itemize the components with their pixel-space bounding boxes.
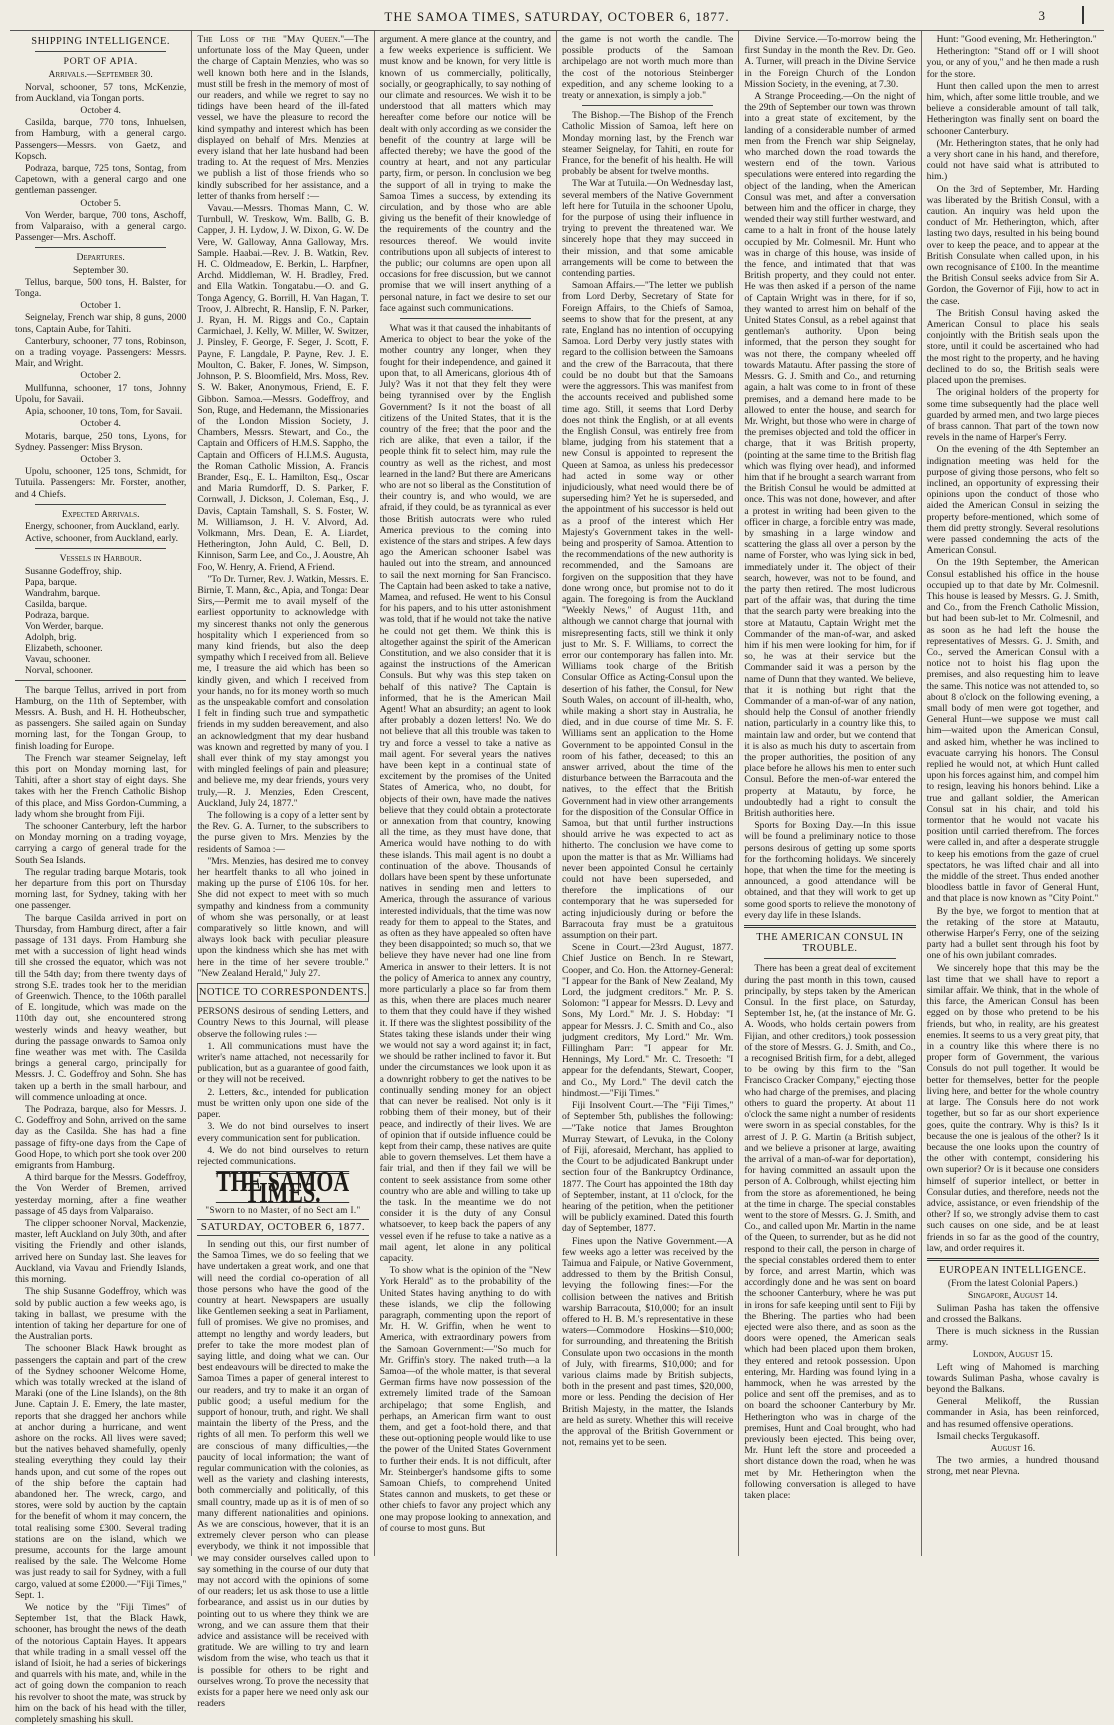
editorial-paragraph: What was it that caused the inhabitants of America to object to bear the yoke of the mother country any longer, when they fought for their independence, and gained it upon that, to all Americans, glorious 4th of July? Was it not that they felt they were being tyrannised over by the English Government? Is it not the boast of all citizens of the United States, that it is the country of the free; that the poor and the rich are alike, that even a tailor, if the people think fit to select him, may rule the country as well as the richest, and most learned in the land? But there are Americans who are not so liberal as the Constitution of their country is, and who would, we are afraid, if they could, be as tyrannical as ever those British autocrats were who ruled America previous to the coming into existence of the stars and stripes. A few days ago the American schooner Isabel was hauled out into the stream, and announced to sail the next morning for San Francisco. The Captain had been asked to take a native, Mamea, and refused. He went to his Consul for his papers, and to his utter astonishment was told, that if he would not take the native he could not get them. We think this is altogether against the spirit of the American Constitution, and we also consider that it is against the instructions of the American Consuls. But why was this step taken on behalf of this native? The Captain is informed, that he is the American Mail Agent! What an absurdity; an agent to look after probably a dozen letters! No. We do not believe that all this trouble was taken to try and force a vessel to take a native as mail agent. For several years the natives have been kept in a continual state of excitement by the promises of the United States of America, who, no doubt, for objects of their own, have made the natives believe that they could obtain a protectorate or annexation from that country, knowing all the time, as they must have done, that America would have nothing to do with these islands. This mail agent is no doubt a continuation of the above. Thousands of dollars have been spent by these unfortunate natives in sending men and letters to America, through the assurance of various interested individuals, that the time was now ready for them to appeal to the States, and as often as they have appealed so often have they been disappointed; so much so, that we believe they have never had one line from America in answer to their letters. It is not the policy of America to annex any country, more particularly a place so far from them as this, when there are places much nearer to them that they could have if they wished it. If there was the slightest possibility of the States taking these islands under their wing we would not say a word against it; in fact, we should be rather inclined to favor it. But under the circumstances we look upon it as a downright robbery to get the natives to be continually sending money for an object that can never be realised. Not only is it robbing them of their money, but of their peace, and indirectly of their lives. We are of opinion that if outside influence could be kept from their camp, these natives are quite able to govern themselves. Let them have a fair trial, and then if they fail we will be content to seek assistance from some other country who are able and willing to take up the task. In the meantime we do not consider it is the duty of any Consul whatsoever, to keep back the papers of any vessel even if he refuse to take a native as a mail agent, let alone in any political capacity. [379, 323, 551, 1264]
divider [15, 680, 186, 681]
article-paragraph: Hetherington: "Stand off or I will shoot you, or any of you," and he then made a rush for the store. [926, 46, 1099, 80]
news-paragraph: Fiji Insolvent Court.—The "Fiji Times," of September 5th, publishes the following:—"Take notice that James Broughton Murray Stewart, of Levuka, in the Colony of Fiji, aforesaid, Merchant, has applied to the Court to be adjudicated Bankrupt under section four of the Bankruptcy Ordinance, 1877. The Court has appointed the 18th day of September, instant, at 11 o'clock, for the hearing of the petition, when the petitioner will be publicly examined. Dated this fourth day of September, 1877. [561, 1100, 734, 1235]
european-source: (From the latest Colonial Papers.) [947, 1278, 1078, 1290]
news-paragraph: The ship Susanne Godeffroy, which was sold by public auction a few weeks ago, is taking in ballast, we presume with the intention of taking her departure for one of the Australian ports. [15, 1286, 187, 1343]
article-paragraph: There has been a great deal of excitement during the past month in this town, caused principally, by steps taken by the American Consul. In the first place, on Saturday, September 1st, he, (at the instance of Mr. G. A. Woods, who holds certain powers from Fijian, and other creditors,) took possession of the store of Messrs. G. J. Smith, and Co., a recognised British firm, for a debt, alleged to be owing by this firm to the "San Francisco Cracker Company," ejecting those who had charge of the premises, and placing others to guard the property. At about 11 o'clock the same night a number of residents were sworn in as special constables, for the arrest of J. P. G. Martin (a British subject, and we believe a prisoner at large, awaiting the arrival of a man-of-war for deportation), for having committed an assault upon the person of A. Colbrough, whilst ejecting him from the store as aforementioned, he being at the time in charge. The special constables went to the store of Messrs. G. J. Smith, and Co., and called upon Mr. Martin in the name of the Queen, to surrender, but as he did not respond to their call, the person in charge of the special constables ordered them to enter by force, and arrest Martin, which was accordingly done and he was sent on board the schooner Canterbury, where he was put in irons for safe keeping until sent to Fiji by the Bhering. The parties who had been ejected were also there, and as soon as the doors were opened, the American seals which had been placed upon them broken, they entered and retook possession. Upon entering, Mr. Harding was found lying in a hammock, when he was arrested by the police and sent off the premises, and as to on board the schooner Canterbury by Mr. Hetherington who was in charge of the premises, Hunt and Coal brought, who had previously been ejected. This being over, Mr. Hunt left the store and proceeded a short distance down the road, when he was met by Mr. Hetherington when the following conversation is alleged to have taken place: [744, 963, 916, 1501]
letter-paragraph: The following is a copy of a letter sent by the Rev. G. A. Turner, to the subscribers to the purse given to Mrs. Menzies by the residents of Samoa :— [197, 810, 369, 855]
departure-date: October 2. [80, 370, 121, 382]
notice-rule: 4. We do not bind ourselves to return rejected communications. [197, 1144, 369, 1167]
notice-rule: 3. We do not bind ourselves to insert every communication sent for publication. [197, 1121, 369, 1144]
departure-entry: Apia, schooner, 10 tons, Tom, for Savaii. [25, 406, 183, 418]
arrival-date: October 4. [80, 105, 121, 117]
news-paragraph: The barque Casilda arrived in port on Thursday, from Hamburg direct, after a fair passage of 131 days. From Hamburg she met with a succession of light head winds till she crossed the equator, which was not till the 54th day; from there twenty days of strong S.E. trades took her to the meridian of Greenwich. Thence, to the 106th parallel of E. longitude, which was made on the 110th day out, she encountered strong westerly winds and heavy weather, but during the passage onwards to Samoa only fine weather was met with. The Casilda brings a general cargo, principally for Messrs. J. C. Godeffroy and Sohn. She has taken up a berth in the small harbour, and will commence unloading at once. [15, 912, 187, 1103]
article-title: The Loss of the "May Queen." [197, 34, 345, 45]
consul-heading: THE AMERICAN CONSUL IN TROUBLE. [756, 932, 904, 955]
editorial-continued: argument. A mere glance at the country, and a few weeks experience is sufficient. We must know and be known, for very little is known of us commercially, politically, socially, or geographically, to say nothing of our climate and resources. We wish it to be understood that all matters which may hereafter come before our notice will be dealt with only according as we consider the benefit of the country at large will be affected thereby; we have the good of the country at heart, and not any particular party, firm, or person. In conclusion we beg the support of all in trying to make the Samoa Times a success, by extending its circulation, and by those who are able giving us the benefit of their knowledge of the requirements of the country and the resources thereof. We would invite contributions upon all subjects of interest to the public; our columns are open upon all occasions for free discussion, but we cannot promise that we will insert anything of a personal nature, in fact we desire to set our face against such communications. [379, 34, 551, 314]
divider [35, 247, 166, 248]
news-paragraph: The War at Tutuila.—On Wednesday last, several members of the Native Government left here for Tutuila in the schooner Upolu, for the purpose of using their influence in trying to prevent the threatened war. We sincerely hope that they may succeed in their mission, and that some amicable arrangements will be come to between the contending parties. [561, 178, 734, 280]
article-paragraph: On the 3rd of September, Mr. Harding was liberated by the British Consul, with a caution. An inquiry was held upon the conduct of Mr. Hetherington, which, after lasting two days, resulted in his being bound over to keep the peace, and to appear at the British Consulate when called upon, in his own recognisance of £100. In the meantime the British Consul seeks advice from Sir A. Gordon, the Governor of Fiji, how to act in the case. [926, 183, 1099, 307]
arrival-date: October 5. [80, 197, 121, 209]
shipping-heading: SHIPPING INTELLIGENCE. [31, 36, 171, 47]
list-item: Wandrahm, barque. [25, 587, 101, 599]
letter-paragraph: "Mrs. Menzies, has desired me to convey her heartfelt thanks to all who joined in making up the purse of £106 10s. for her. She did not expect to meet with so much sympathy and kindness from a community of whom she was personally, or at least comparatively so little known, and will always look back with peculiar pleasure upon the kindness which she has met with here in the time of her severe trouble." "New Zealand Herald," July 27. [197, 855, 369, 979]
article-paragraph: By the bye, we forgot to mention that at the retaking of the store at Matautu, otherwise Harper's Ferry, one of the seizing party had a bullet sent through his foot by one of his own jubilant comrades. [926, 905, 1099, 962]
article-paragraph: Hunt then called upon the men to arrest him, which, after some little trouble, and we believe a considerable amount of tall talk, Hetherington was finally sent on board the schooner Canterbury. [926, 80, 1099, 137]
column-6 [922, 31, 1104, 1556]
list-item: Podraza, barque. [25, 609, 90, 621]
vessels-list [15, 566, 186, 676]
departure-entry: Seignelay, French war ship, 8 guns, 2000 tons, Captain Aube, for Tahiti. [15, 312, 187, 335]
running-header [10, 4, 1104, 31]
loss-article [197, 34, 368, 202]
departures-title: Departures. [76, 252, 125, 264]
column-5 [739, 31, 921, 1556]
column-1 [10, 31, 192, 1725]
news-paragraph: The regular trading barque Motaris, took her departure from this port on Thursday morning last, for Sydney, taking with her one passenger. [15, 866, 187, 912]
editorial-paragraph: To show what is the opinion of the "New York Herald" as to the probability of the United States having anything to do with these islands, we clip the following paragraph, commenting upon the report of Mr. H. W. Griffin, when he went to America, with extraordinary powers from the Samoan Government:—"So much for Mr. Griffin's story. The naked truth—a la Samoa—of the whole matter, is that several German firms have now possession of the extremely limited trade of the Samoan archipelago; that some English, and perhaps, an American firm want to oust them, and get a foot-hold there, and that these out-optioning people would like to use the power of the United States Government to further their ends. It is not difficult, after Mr. Steinberger's handsome gifts to some Samoan Chiefs, to comprehend United States cannon and muskets, to get these or other chiefs to favor any project which any one may propose looking to annexation, and of course to most guns. But [379, 1265, 551, 1534]
news-paragraph: The clipper schooner Norval, Mackenzie, master, left Auckland on July 30th, and after visiting the Friendly and other islands, arrived here on Sunday last. She leaves for Auckland, via Vavau and Friendly Islands, this morning. [15, 1218, 187, 1286]
paper-motto: "Sworn to no Master, of no Sect am I." [205, 1204, 361, 1215]
departure-date: October 4. [80, 418, 121, 430]
news-paragraph: The Podraza, barque, also for Messrs. J. C. Godeffroy and Sohn, arrived on the same day as the Casilda. She has had a fine passage of fifty-one days from the Cape of Good Hope, to which port she took over 200 emigrants from Hamburg. [15, 1104, 187, 1172]
paper-dateline: SATURDAY, OCTOBER 6, 1877. [197, 1219, 368, 1236]
notice-rule: 2. Letters, &c., intended for publication must be written only upon one side of the paper. [197, 1086, 369, 1121]
dateline-london: London, August 15. [972, 1349, 1053, 1361]
list-item: Adolph, brig. [25, 631, 77, 643]
article-paragraph: The British Consul having asked the American Consul to place his seals conjointly with the British seals upon the store, until it could be ascertained who had the most right to the property, and he having declined to do so, the British seals were placed upon the premises. [926, 307, 1099, 387]
departure-entry: Motaris, barque, 250 tons, Lyons, for Sydney. Passenger: Miss Bryson. [15, 430, 187, 453]
header-title: THE SAMOA TIMES, SATURDAY, OCTOBER 6, 1877. [384, 9, 730, 24]
telegram: Ismail checks Tergukasoff. [936, 1430, 1040, 1442]
european-heading: EUROPEAN INTELLIGENCE. [939, 1264, 1087, 1276]
columns [10, 31, 1104, 1725]
telegram: Left wing of Mahomed is marching towards Suliman Pasha, whose cavalry is beyond the Balkans. [926, 1361, 1099, 1395]
telegram: There is much sickness in the Russian army. [926, 1325, 1099, 1349]
margin-mark [1082, 6, 1084, 24]
departure-entry: Upolu, schooner, 125 tons, Schmidt, for Tutuila. Passengers: Mr. Forster, another, and 4 Chiefs. [15, 466, 187, 500]
list-item: Elizabeth, schooner. [25, 642, 103, 654]
departure-entry: Tellus, barque, 500 tons, H. Balster, for Tonga. [15, 276, 187, 300]
telegram: The two armies, a hundred thousand strong, met near Plevna. [926, 1455, 1099, 1478]
expected-entry: Energy, schooner, from Auckland, early. [25, 520, 180, 532]
news-paragraph: Samoan Affairs.—"The letter we publish from Lord Derby, Secretary of State for Foreign Affairs, to the Chiefs of Samoa, seems to show that for the present, at any rate, England has no intention of occupying Samoa. Lord Derby very justly states with regard to the collision between the Samoans and the crew of the Barracouta, that there could be no doubt but that the Samoans were the aggressors. This was manifest from the accounts received and published some time ago. Still, it seems that Lord Derby does not think the English, or at all events the English Consul, was entirely free from blame, judging from his statement that a new Consul is appointed to represent the Queen at Samoa, as unless his predecessor had acted in some way or other injudiciously, what need would there be of superseding him? Yet he is superseded, and the appointment of his successor is held out as a proof of the interest which Her Majesty's Government takes in the well-being and prosperity of Samoa. Attention to the recommendations of the new authority is recommended, and the Samoans are forgiven on the supposition that they have done wrong once, but promise not to do it again. The foregoing is from the Auckland "Weekly News," of August 11th, and although we cannot charge that journal with misrepresenting facts, still we think it only just to Mr. S. F. Williams, to correct the error our contemporary has fallen into. Mr. Williams took charge of the British Consular Office as Acting-Consul upon the desertion of his father, the Consul, for New South Wales, on account of ill-health, who, while making a short stay in Australia, he died, and in due course of time Mr. S. F. Williams sent an application to the Home Government to be appointed Consul in the room of his father, deceased; to this an answer arrived, about the time of the disturbance between the Barracouta and the natives, to the effect that the British Government had in view other arrangements for the disposition of the Consular Office in Samoa, but that until further instructions should arrive he was expected to act as hitherto. The conclusion we have come to upon the matter is that as Mr. Williams had never been appointed Consul he certainly could not have been superseded, and therefore the implications of our contemporary that he was superseded for acting injudiciously during or before the Barracouta fray must be a gratuitous assumption on their part. [561, 280, 734, 942]
news-paragraph: Divine Service.—To-morrow being the first Sunday in the month the Rev. Dr. Geo. A. Turner, will preach in the Divine Service in the Foreign Church of the London Mission Society, in the evening, at 7.30. [744, 34, 916, 90]
list-item: Susanne Godeffroy, ship. [25, 565, 122, 577]
news-paragraph: Scene in Court.—23rd August, 1877. Chief Justice on Bench. In re Stewart, Cooper, and Co. Hon. the Attorney-General: "I appear for the Bank of New Zealand, My Lord, the judgment creditors." Mr. P. S. Solomon: "I appear for Messrs. D. Levy and Sons, My Lord." Mr. J. S. Hobday: "I appear for Messrs. J. C. Smith and Co., also judgment creditors, My Lord." Mr. Wm. Fillingham Parr: "I appear for Mr. Hennings, My Lord." Mr. C. Tresoeth: "I appear for the defendants, Stewart, Cooper, and Co., My Lord." The devil catch the hindmost.—"Fiji Times." [561, 942, 734, 1099]
list-item: Norval, schooner. [25, 664, 93, 676]
news-paragraph: The Bishop.—The Bishop of the French Catholic Mission of Samoa, left here on Monday morning last, by the French war steamer Seignelay, for Tahiti, en route for France, for the benefit of his health. He will probably be absent for twelve months. [561, 110, 734, 178]
article-paragraph: On the 19th September, the American Consul established his office in the house occupied up to that date by Mr. Colmesnil. This house is leased by Messrs. G. J. Smith, and Co., from the French Catholic Mission, but had been sub-let to Mr. Colmesnil, and as soon as he had left the house the representatives of Messrs. G. J. Smith, and Co., served the American Consul with a notice not to hoist his flag upon the premises, and also requesting him to leave the same. This notice was not attended to, so about 8 o'clock on the following evening, a small body of men were got together, and General Hunt—we suppose we must call him—waited upon the American Consul, and asked him, whether he was inclined to evacuate carrying his honors. The Consul replied he would not, at which Hunt called upon his forces against him, and compel him to resign, leaving his honors behind. Like a true and gallant soldier, the American Consul sat in his chair, and told his tormentor that he would not vacate his position until carried therefrom. The forces were called in, and after a desperate struggle to keep his emotions from the gaze of cruel spectators, he was lifted chair and all into the middle of the street. Thus ended another bloodless battle in favor of General Hunt, and that place is now known as "City Point." [926, 557, 1099, 905]
arrival-entry: Von Werder, barque, 700 tons, Aschoff, from Valparaiso, with a general cargo. Passenger—Mrs. Aschoff. [15, 209, 187, 244]
news-paragraph: The schooner Canterbury, left the harbor on Monday morning on a trading voyage, carrying a cargo of general trade for the South Sea Islands. [15, 820, 187, 866]
list-item: Von Werder, barque. [25, 620, 104, 632]
notice-heading: NOTICE TO CORRESPONDENTS. [198, 987, 368, 999]
news-paragraph: We notice by the "Fiji Times" of September 1st, that the Black Hawk, schooner, has brought the news of the death of the notorious Captain Hayes. It appears that while trading in a small vessel off the island of Isioit, he had a series of bickerings and quarrels with his mate, and, while in the act of going down the companion to reach his revolver to shoot the mate, was struck by him on the back of his head with the tiller, completely smashing his skull. [15, 1601, 187, 1725]
news-paragraph: The schooner Black Hawk brought as passengers the captain and part of the crew of the Sydney schooner Welcome Home, which was totally wrecked at the island of Maraki (one of the Line Islands), on the 8th June. Captain J. E. Emery, the late master, reports that she dragged her anchors while at anchor during a hurricane, and went ashore on the rocks. All lives were saved; but the natives behaved shamefully, openly stealing everything they could lay their hands upon, and cut some of the ropes out of the ship before the captain had abandoned her. The wreck, cargo, and stores, were sold by auction by the captain for the benefit of whom it may concern, the total realising some £300. Several trading stations are on the island, which we presume, accounts for the large amount realised by the sale. The Welcome Home was just ready to sail for Sydney, with a full cargo, valued at some £2000.—"Fiji Times," Sept. 1. [15, 1343, 187, 1601]
news-paragraph: A Strange Proceeding.—On the night of the 29th of September our town was thrown into a great state of excitement, by the landing of a considerable number of armed men from the French war ship Seignelay, who marched down the road towards the western end of the town. Various speculations were entered into regarding the object of the landing, when the American Consul was met, and after a conversation between him and the officer in charge, they wended their way still further westward, and came to a halt in front of the house lately occupied by Mr. Colmesnil. Mr. Hunt who was in charge of this house, was inside of the fence, and intimated that that was British property, and they could not enter. He was then asked if a person of the name of Captain Wright was in there, for if so, they wanted to arrest him on behalf of the United States Consul, as a rebel against that gentleman's authority. Upon being informed, that the person they sought for was not there, the company wheeled off towards Matautu. After passing the store of Messrs. G. J. Smith and Co., and returning again, a halt was come to in front of these premises, and a demand here made to be allowed to enter the house, and search for Mr. Wright, but those who were in charge of the premises objected and told the officer in charge, that it was British property, (pointing at the same time to the British flag which was flying over head), and informed him that if he brought a search warrant from the British Consul he would be admitted at once. This was not done, however, and after a protest in writing had been given to the officer in charge, a forcible entry was made, by smashing in a large window and scattering the glass all over a person by the name of Forster, who was lying sick in bed, immediately under it. The object of their search, however, was not to be found, and the party then retired. The most ludicrous part of the affair was, that during the time that the search party were breaking into the store at Matautu, Captain Wright met the Commander of the man-of-war, and asked him if his men were looking for him, for if so, he was at their service but the Commander said it was a person by the name of Dunn that they wanted. We believe, that it is nothing but right that the Commander of a man-of-war of any nation, should help the Consul of another friendly nation, particularly in a country like this, to maintain law and order, but we contend that it is also as much his duty to ascertain from the proper authorities, the position of any place before he allows his men to enter such Consul. Before the men-of-war entered the property at Matautu, by force, he undoubtedly had a right to consult the British authorities here. [744, 91, 916, 820]
divider [35, 51, 166, 52]
article-paragraph: The original holders of the property for some time subsequently had the place well guarded by armed men, and two large pieces of brass cannon. That part of the town now revels in the name of Harper's Ferry. [926, 387, 1099, 444]
news-paragraph: The French war steamer Seignelay, left this port on Monday morning last, for Tahiti, after a short stay of eight days. She takes with her the French Catholic Bishop of this place, and Miss Gordon-Cumming, a lady whom she brought from Fiji. [15, 752, 187, 820]
departure-date: September 30. [72, 264, 129, 276]
arrival-entry: Norval, schooner, 57 tons, McKenzie, from Auckland, via Tongan ports. [15, 81, 187, 104]
divider [582, 105, 713, 106]
expected-title: Expected Arrivals. [61, 508, 140, 520]
divider [744, 925, 915, 928]
editorial-continued: the game is not worth the candle. The possible products of the Samoan archipelago are not worth much more than the cost of the notorious Steinberger expedition, and any scheme looking to a treaty or annexation, is simply a job." [561, 34, 734, 102]
notice-lead: PERSONS desirous of sending Letters, and Country News to this Journal, will please observe the following rules :— [197, 1006, 369, 1040]
arrival-entry: Casilda, barque, 770 tons, Inhuelsen, from Hamburg, with a general cargo. Passengers—Messrs. von Gaetz, and Kopsch. [15, 117, 187, 162]
letter-paragraph: "To Dr. Turner, Rev. J. Watkin, Messrs. E. Birnie, T. Mann, &c., Apia, and Tonga: Dear Sirs,—Permit me to avail myself of the earliest opportunity to acknowledge with my sincerest thanks not only the generous hospitality which I experienced from so many kind friends, but also the deep sympathy which I received from all. Believe me, I treasure the aid which has been so kindly given, and which I received from your hands, no for its money worth so much as the unspeakable comfort and consolation I felt in finding such true and sympathetic friends in my sudden bereavement, and also an acknowledgment that my dear husband was known and regretted by many of you. I shall ever think of my stay amongst you with mingled feelings of pain and pleasure; and believe me, my dear friends, yours very truly,—R. J. Menzies, Eden Crescent, Auckland, July 24, 1877." [197, 573, 369, 809]
column-4 [557, 31, 739, 1556]
list-item: Casilda, barque. [25, 598, 88, 610]
telegram: Suliman Pasha has taken the offensive and crossed the Balkans. [926, 1302, 1099, 1325]
dateline-singapore: Singapore, August 14. [967, 1290, 1058, 1302]
divider [400, 318, 531, 319]
list-item: Papa, barque. [25, 576, 77, 588]
divider [927, 1258, 1099, 1261]
departure-date: October 1. [80, 300, 121, 312]
departure-date: October 3. [80, 453, 121, 465]
notice-box [197, 983, 368, 1002]
telegram: General Melikoff, the Russian commander in Asia, has been reinforced, and has resumed offensive operations. [926, 1396, 1099, 1430]
news-paragraph: A third barque for the Messrs. Godeffroy, the Von Werder of Bremen, arrived yesterday morning, after a fine weather passage of 45 days from Valparaiso. [15, 1172, 187, 1217]
subscriber-list: Vavau.—Messrs. Thomas Mann, C. W. Turnbull, W. Treskow, Wm. Ballb, G. B. Capper, J. H. Lydow, J. W. Dixon, G. W. De Vere, W. Galloway, Anna Galloway, Mrs. Sample. Haabai.—Rev. J. B. Watkin, Rev. H. C. Oldmeadow, E. Berkin, L. Harpfner, Archd. Middleman, W. H. Bradley, Fred. and Ella Watkin. Tongatabu.—O. and G. Tonga Agency, G. Borrill, H. Van Hagan, T. Troov, J. Albrecht, R. Hanslip, F. N. Parker, J. Ryan, H. M. Riggs and Co., Captain Carmichael, J. Kelly, W. Miller, W. Switzer, J. Pinsley, F. George, F. Seger, J. Scott, F. Payne, F. Langdale, P. Payne, Rev. J. E. Moulton, C. Baker, F. Jones, W. Simpson, Johnson, P. S. Bloomfield, Mrs. Moss, Rev. S. W. Baker, Anonymous, Friend, E. F. Gibbon. Samoa.—Messrs. Godeffroy, and Son, Ruge, and Hedemann, the Missionaries of the London Mission Society, J. Chambers, Messrs. Stewart, and Co., the Captain and Officers of H.M.S. Sappho, the Captain and Officers of H.I.M.S. Augusta, the Roman Catholic Mission, A. Francis Brander, Esq., E. L. Hamilton, Esq., Oscar and Maria Rumdorff, D. S. Parker, F. Cornwall, J. Dickson, J. Coleman, Esq., J. Davis, Captain Tamshall, S. S. Foster, W. M. Williamson, J. H. V. Alvord, Ad. Volkmann, Mrs. Dean, E. A. Liardet, Hetherington, John Auld, C. Bell, D. Kinnison, Sarm Lee, and Co., J. Aoustre, Ah Foo, W. Henry, A. Friend, A Friend. [197, 203, 369, 573]
divider [35, 504, 166, 505]
paper-banner: THE SAMOA TIMES. [216, 1167, 350, 1210]
article-paragraph: On the evening of the 4th September an indignation meeting was held for the purpose of giving those persons, who felt so inclined, an opportunity of expressing their opinions upon the conduct of those who aided the American Consul in seizing the property before-mentioned, which some of them did pretty strongly. Several resolutions were passed condemning the acts of the American Consul. [926, 444, 1099, 557]
list-item: Vavau, schooner. [25, 653, 91, 665]
column-2 [192, 31, 374, 1710]
harbour-title: Vessels in Harbour. [59, 553, 142, 565]
article-body: —The unfortunate loss of the May Queen, under the charge of Captain Menzies, who was so well known both here and in the Islands, must still be fresh in the memory of most of our readers, and while we regret to say no tidings have been heard of the ill-fated vessel, we have the pleasure to record the kind sympathy and interest which has been displayed on behalf of Mrs. Menzies at every island that her late husband had been trading to. At the request of Mrs. Menzies we publish a list of those friends who so kindly subscribed for her assistance, and a letter of thanks from herself :— [197, 34, 369, 202]
arrivals-title: Arrivals.—September 30. [48, 69, 153, 81]
article-paragraph: (Mr. Hetherington states, that he only had a very short cane in his hand, and therefore, could not have said what is attributed to him.) [926, 137, 1099, 183]
news-paragraph: Sports for Boxing Day.—In this issue will be found a preliminary notice to those persons desirous of getting up some sports for the forthcoming holidays. We sincerely hope, that when the time for the meeting is announced, a good attendance will be obtained, and that they will work to get up some good sports to relieve the monotony of every day life in these Islands. [744, 820, 916, 921]
news-paragraph: Fines upon the Native Government.—A few weeks ago a letter was received by the Taimua and Faipule, or Native Government, addressed to them by the British Consul, levying the following fines:—For the collision between the natives and British warship Barracouta, $10,000; for an insult offered to H. B. M.'s representative in these waters—Commodore Hoskins—$10,000; for surrounding, and threatening the British Consulate upon two occasions in the month of July, with firearms, $10,000; and for various claims made by British subjects, both in the present and past times, $20,000, more or less. Pending the decision of Her British Majesty, in the matter, the Islands are held as surety. Whether this will receive the approval of the British Government or not, remains yet to be seen. [561, 1235, 734, 1449]
departure-entry: Mullfunna, schooner, 17 tons, Johnny Upolu, for Savaii. [15, 382, 187, 405]
column-3 [375, 31, 557, 1556]
divider [35, 548, 166, 549]
arrival-entry: Podraza, barque, 725 tons, Sontag, from Capetown, with a general cargo and one gentleman passenger. [15, 163, 187, 197]
editorial-paragraph: In sending out this, our first number of the Samoa Times, we do so feeling that we have undertaken a great work, and one that will need the cordial co-operation of all those persons who have the good of the country at heart. Newspapers are usually like Gentlemen seeking a seat in Parliament, full of promises. We give no promises, and attempt no lengthy and wordy leaders, but prefer to take the more modest plan of saying little, and doing what we can. Our best endeavours will be directed to make the Samoa Times a paper of general interest to our readers, and try to make it an organ of public good; a useful medium for the support of honour, truth, and right. We shall maintain the liberty of the Press, and the rights of all men. To perform this well we are conscious of many difficulties,—the paucity of local information; the want of regular communication with the colonies, as well as the variety and clashing interests, both commercially and politically, of this small country, made up as it is of men of so many different nationalities and opinions. As we are conscious, however, that it is an extremely clever person who can please everybody, we think it not impossible that we may consider ourselves called upon to say something in the course of our duty that may not accord with the opinions of some of our readers; let us ask those to use a little forbearance, and assist us in our duties by pointing out to us where they think we are wrong, and we can assure them that their advice and assistance will be received with gratitude. We are willing to try and learn wisdom from the wise, who teach us that it is possible for others to be right and ourselves wrong. To prove the necessity that exists for a paper here we need only ask our readers [197, 1238, 369, 1710]
article-paragraph: Hunt: "Good evening, Mr. Hetherington." [936, 34, 1097, 45]
page-number: 3 [1038, 8, 1046, 23]
expected-entry: Active, schooner, from Auckland, early. [25, 533, 178, 545]
notice-rule: 1. All communications must have the writer's name attached, not necessarily for publication, but as a guarantee of good faith, or they will not be received. [197, 1040, 369, 1086]
port-heading: PORT OF APIA. [63, 56, 138, 68]
departure-entry: Canterbury, schooner, 77 tons, Robinson, on a trading voyage. Passengers: Messrs. Mair, and Wright. [15, 335, 187, 370]
dateline-aug16: August 16. [990, 1442, 1036, 1454]
news-paragraph: The barque Tellus, arrived in port from Hamburg, on the 11th of September, with Messrs. A. Bush, and H. H. Hotheubscher, as passengers. She sailed again on Sunday morning last, for the Tongan Group, to finish loading for Europe. [15, 684, 187, 752]
article-paragraph: We sincerely hope that this may be the last time that we shall have to report a similar affair. We think, that in the whole of this farce, the American Consul has been egged on by those who pretend to be his friends, but who, in reality, are his greatest enemies. It seems to us a very great pity, that in a country like this where there is no proper form of Government, the various Consuls do not pull together. It would be better for themselves, better for the people living here, and better for the whole country at large. The Consuls here do not work together, but so far as our short experience goes, quite the contrary. Why is this? Is it because the one is jealous of the other? Is it because the one looks upon the country of the other with contempt, considering his own superior? Or is it because one considers himself of superior intellect, or better in Consular duties, and therefore, needs not the advice, assistance, or even friendship of the other? If so, we strongly advise them to cast such causes on one side, and be at least friends in so far as the good of the country, law, and order requires it. [926, 962, 1099, 1254]
divider [764, 958, 895, 959]
